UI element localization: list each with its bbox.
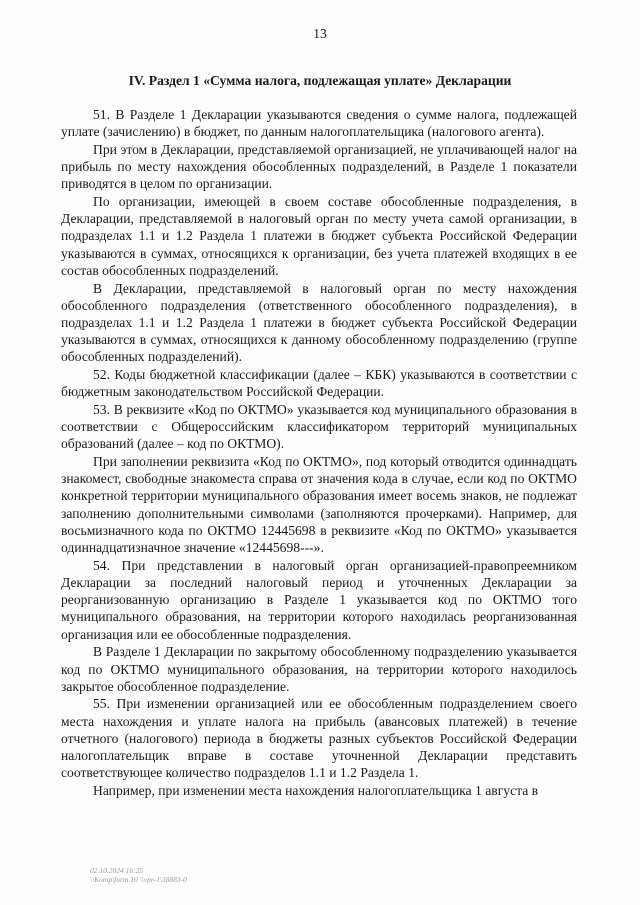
paragraph: 52. Коды бюджетной классификации (далее – КБК) указываются в соответствии с бюджетным законодательством Российской Федерации. xyxy=(61,367,577,400)
page-number: 13 xyxy=(313,26,327,41)
footer-stamp xyxy=(90,866,187,884)
paragraph: 55. При изменении организацией или ее обособленным подразделением своего места нахождения и уплате налога на прибыль (авансовых платежей) в течение отчетного (налогового) периода в бюджеты разных субъектов Российской Федерации налогоплательщик вправе в составе уточненной Декларации представить соответствующее количество подразделов 1.1 и 1.2 Раздела 1. xyxy=(61,696,577,781)
footer-timestamp: 02.10.2024 16:25 xyxy=(90,866,144,875)
paragraph: 53. В реквизите «Код по ОКТМО» указывается код муниципального образования в соответствии с Общероссийским классификатором территорий муниципальных образований (далее – код по ОКТМО). xyxy=(61,401,577,452)
paragraph: Например, при изменении места нахождения налогоплательщика 1 августа в xyxy=(93,782,539,798)
paragraph: По организации, имеющей в своем составе обособленные подразделения, в Декларации, представляемой в налоговый орган по месту учета самой организации, в подразделах 1.1 и 1.2 Раздела 1 платежи в бюджет субъекта Российской Федерации указываются в суммах, относящихся к организации, без учета платежей входящих в ее состав обособленных подразделений. xyxy=(61,194,577,278)
paragraph: При заполнении реквизита «Код по ОКТМО», под который отводится одиннадцать знакомест, свободные знакоместа справа от значения кода в случае, если код по ОКТМО конкретной территории муниципального образования имеет восемь знаков, не подлежат заполнению дополнительными символами (заполняются прочерками). Например, для восьмизначного кода по ОКТМО 12445698 в реквизите «Код по ОКТМО» указывается одиннадцатизначное значение «12445698---». xyxy=(61,454,577,556)
paragraph: 51. В Разделе 1 Декларации указываются сведения о сумме налога, подлежащей уплате (зачислению) в бюджет, по данным налогоплательщика (налогового агента). xyxy=(61,107,577,140)
paragraph: При этом в Декларации, представляемой организацией, не уплачивающей налог на прибыль по месту нахождения обособленных подразделений, в Разделе 1 показатели приводятся в целом по организации. xyxy=(61,141,577,192)
paragraph: В Разделе 1 Декларации по закрытому обособленному подразделению указывается код по ОКТМО муниципального образования, на территории которого находилось закрытое обособленное подразделение. xyxy=(61,644,577,694)
paragraph: 54. При представлении в налоговый орган организацией-правопреемником Декларации за последний налоговый период и уточненных Декларации за реорганизованную организацию в Разделе 1 указывается код по ОКТМО того муниципального образования, на территории которого находилась реорганизованная организация или ее обособленные подразделения. xyxy=(61,557,577,642)
footer-filepath: \\Komp\form 10 \\vpr-1\38883-0 xyxy=(90,875,187,884)
document-body xyxy=(61,106,577,800)
paragraph: В Декларации, представляемой в налоговый орган по месту нахождения обособленного подразделения (ответственного обособленного подразделения), в подразделах 1.1 и 1.2 Раздела 1 платежи в бюджет субъекта Российской Федерации указываются в суммах, относящихся к данному обособленному подразделению (группе обособленных подразделений). xyxy=(61,280,577,365)
section-heading: IV. Раздел 1 «Сумма налога, подлежащая уплате» Декларации xyxy=(128,73,512,88)
